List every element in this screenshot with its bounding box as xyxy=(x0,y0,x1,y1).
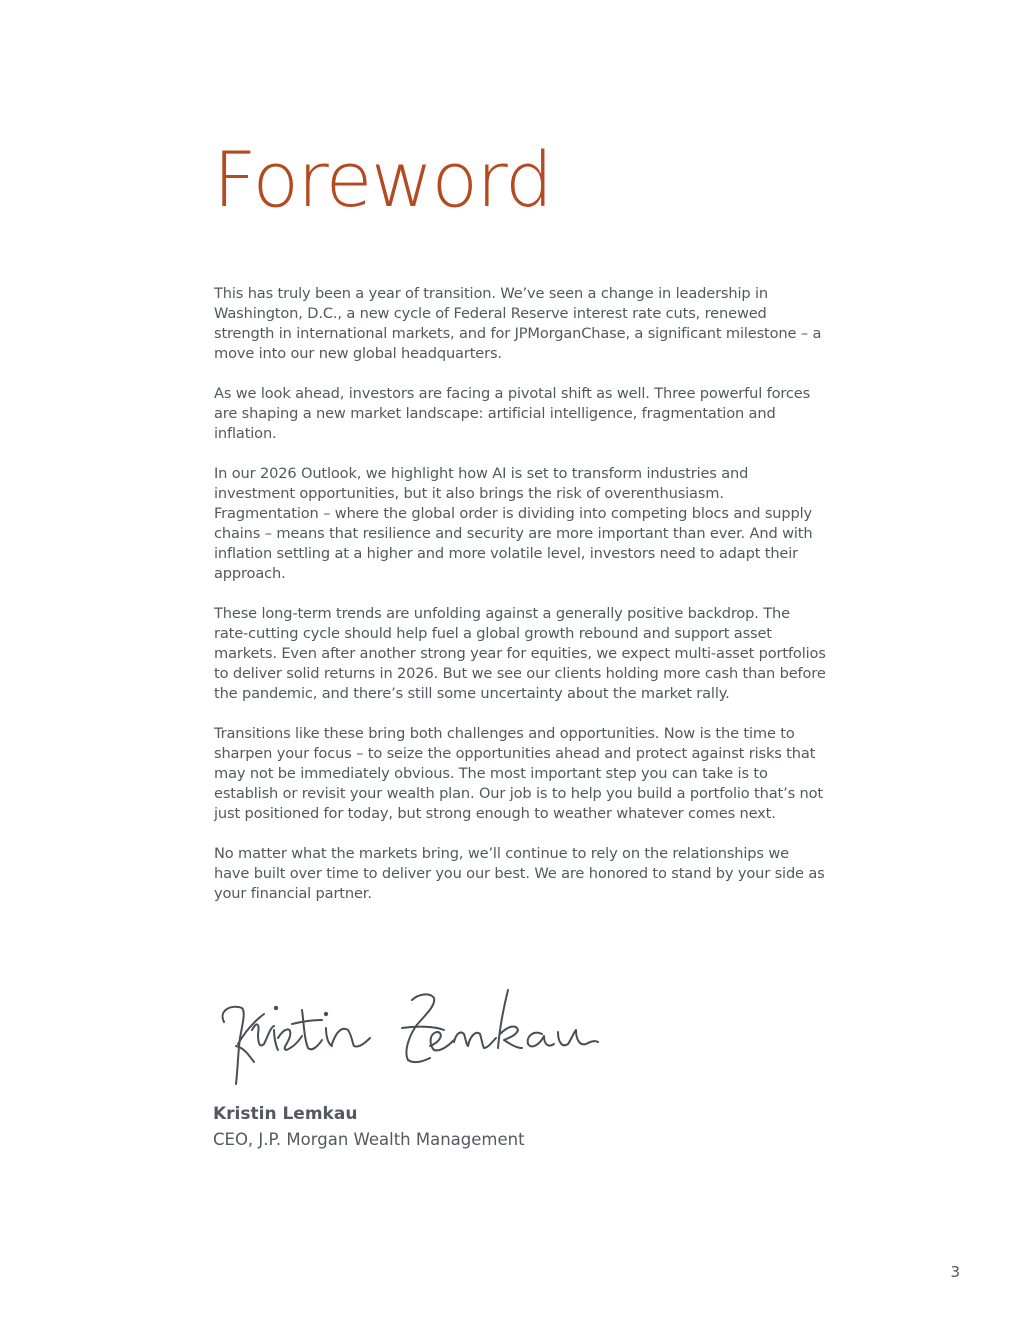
handwritten-signature xyxy=(208,986,608,1090)
signatory-title: CEO, J.P. Morgan Wealth Management xyxy=(213,1130,525,1149)
foreword-body xyxy=(214,284,828,924)
paragraph-3: In our 2026 Outlook, we highlight how AI is set to transform industries and investment opportunities, but it also brings the risk of overenthusiasm. Fragmentation – where the global order is dividing into competing blocs and supply chains – means that resilience and security are more important than ever. And with inflation settling at a higher and more volatile level, investors need to adapt their approach. xyxy=(214,465,813,582)
paragraph-5: Transitions like these bring both challenges and opportunities. Now is the time to sharpen your focus – to seize the opportunities ahead and protect against risks that may not be immediately obvious. The most important step you can take is to establish or revisit your wealth plan. Our job is to help you build a portfolio that’s not just positioned for today, but strong enough to weather whatever comes next. xyxy=(214,725,823,822)
paragraph-1: This has truly been a year of transition. We’ve seen a change in leadership in Washington, D.C., a new cycle of Federal Reserve interest rate cuts, renewed strength in international markets, and for JPMorganChase, a significant milestone – a move into our new global headquarters. xyxy=(214,285,822,362)
page-number: 3 xyxy=(950,1263,960,1281)
paragraph-2: As we look ahead, investors are facing a pivotal shift as well. Three powerful forces are shaping a new market landscape: artificial intelligence, fragmentation and inflation. xyxy=(214,385,811,442)
paragraph-4: These long-term trends are unfolding against a generally positive backdrop. The rate-cutting cycle should help fuel a global growth rebound and support asset markets. Even after another strong year for equities, we expect multi-asset portfolios to deliver solid returns in 2026. But we see our clients holding more cash than before the pandemic, and there’s still some uncertainty about the market rally. xyxy=(214,605,826,702)
signatory-name: Kristin Lemkau xyxy=(213,1104,358,1124)
paragraph-6: No matter what the markets bring, we’ll continue to rely on the relationships we have built over time to deliver you our best. We are honored to stand by your side as your financial partner. xyxy=(214,845,825,902)
page-title: Foreword xyxy=(213,135,552,224)
